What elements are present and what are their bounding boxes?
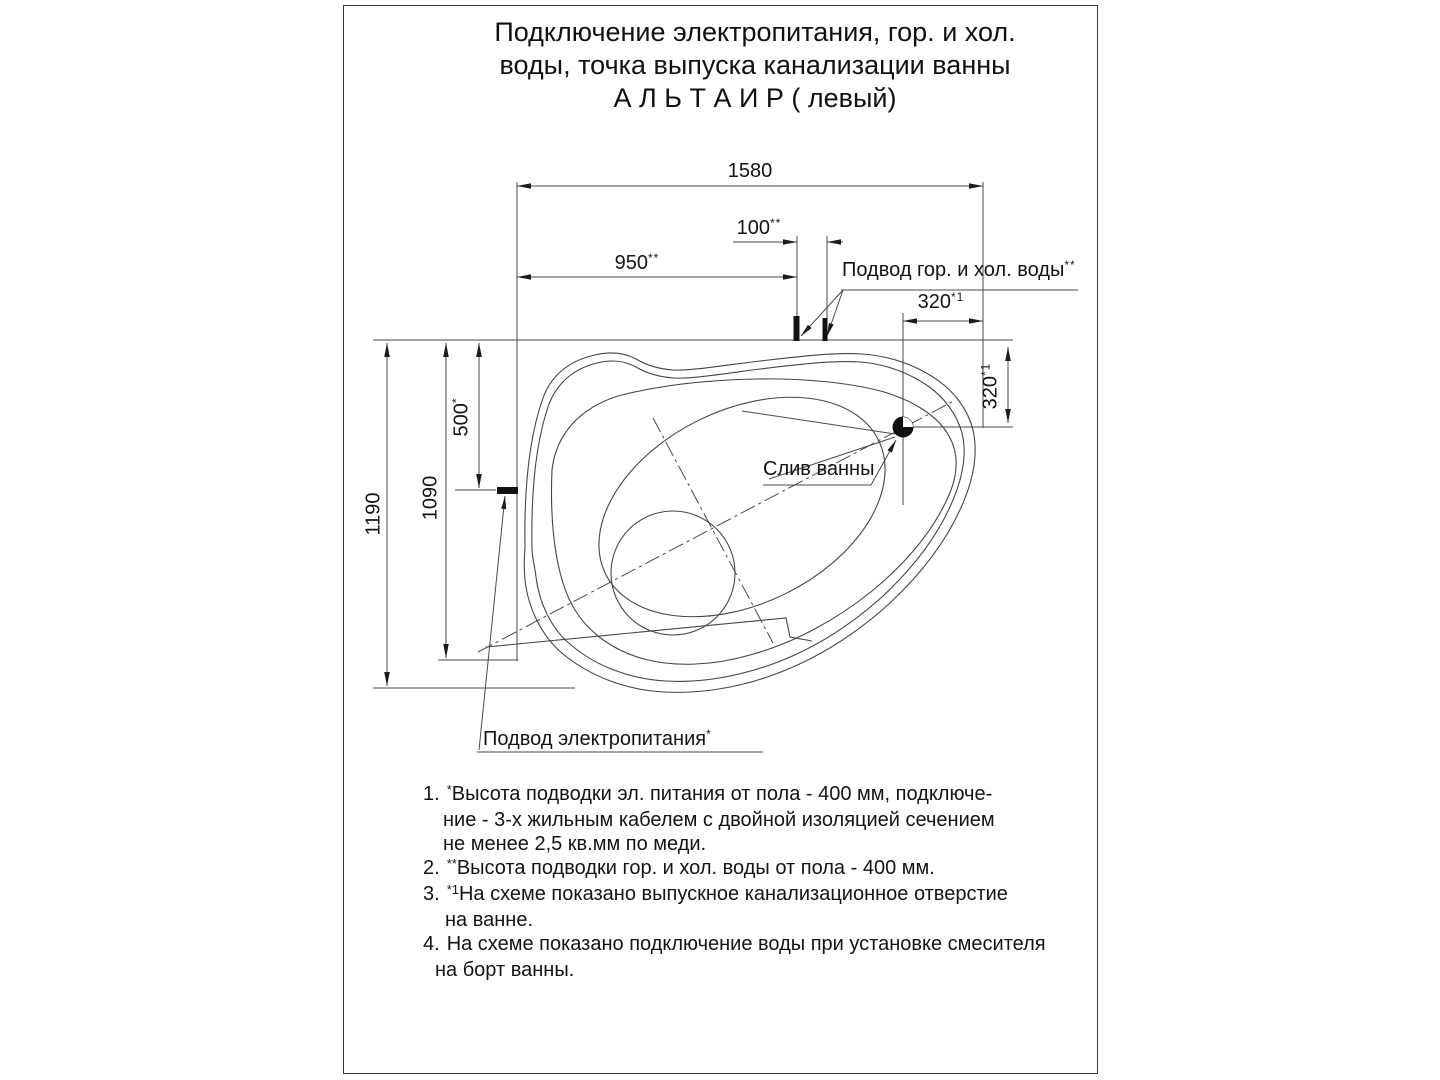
drain-label: Слив ванны xyxy=(763,458,875,480)
dim-inner-depth: 1090 xyxy=(419,475,442,521)
note-3-cont: на ванне. xyxy=(445,909,534,931)
dim-pipes-from-wall: 950** xyxy=(614,251,660,274)
dim-drain-horizontal: 320$^{*1}$ xyxy=(917,290,965,313)
note-1-cont: не менее 2,5 кв.мм по меди. xyxy=(443,833,707,855)
title-line-2: воды, точка выпуска канализации ванны xyxy=(499,50,1011,80)
power-connection-mark xyxy=(497,487,518,494)
dim-total-width: 1580 xyxy=(727,160,773,182)
title-line-1: Подключение электропитания, гор. и хол. xyxy=(494,17,1016,47)
title-line-3: А Л Ь Т А И Р ( левый) xyxy=(613,83,897,113)
dim-drain-vertical: 320$^{*1}$ xyxy=(978,362,1002,410)
note-3: 3. $^{*1}$На схеме показано выпускное канализационное отверстие xyxy=(423,882,1008,905)
water-supply-label: Подвод гор. и хол. воды** xyxy=(842,258,1076,281)
drain-symbol xyxy=(893,417,913,437)
note-4: 4. На схеме показано подключение воды при установке смесителя xyxy=(423,933,1046,955)
dim-power-from-wall: 500* xyxy=(449,397,473,437)
note-4-cont: на борт ванны. xyxy=(435,959,575,981)
dim-pipes-gap: 100** xyxy=(736,216,782,239)
note-1-cont: ние - 3-х жильным кабелем с двойной изоляцией сечением xyxy=(443,809,995,831)
dim-total-depth: 1190 xyxy=(362,492,385,536)
note-2: 2. **Высота подводки гор. и хол. воды от пола - 400 мм. xyxy=(423,856,935,879)
note-1: 1. *Высота подводки эл. питания от пола - 400 мм, подключе- xyxy=(423,782,993,805)
bathtub-outline xyxy=(486,353,975,692)
notes-block xyxy=(423,782,1046,982)
power-supply-label: Подвод электропитания* xyxy=(483,727,712,750)
